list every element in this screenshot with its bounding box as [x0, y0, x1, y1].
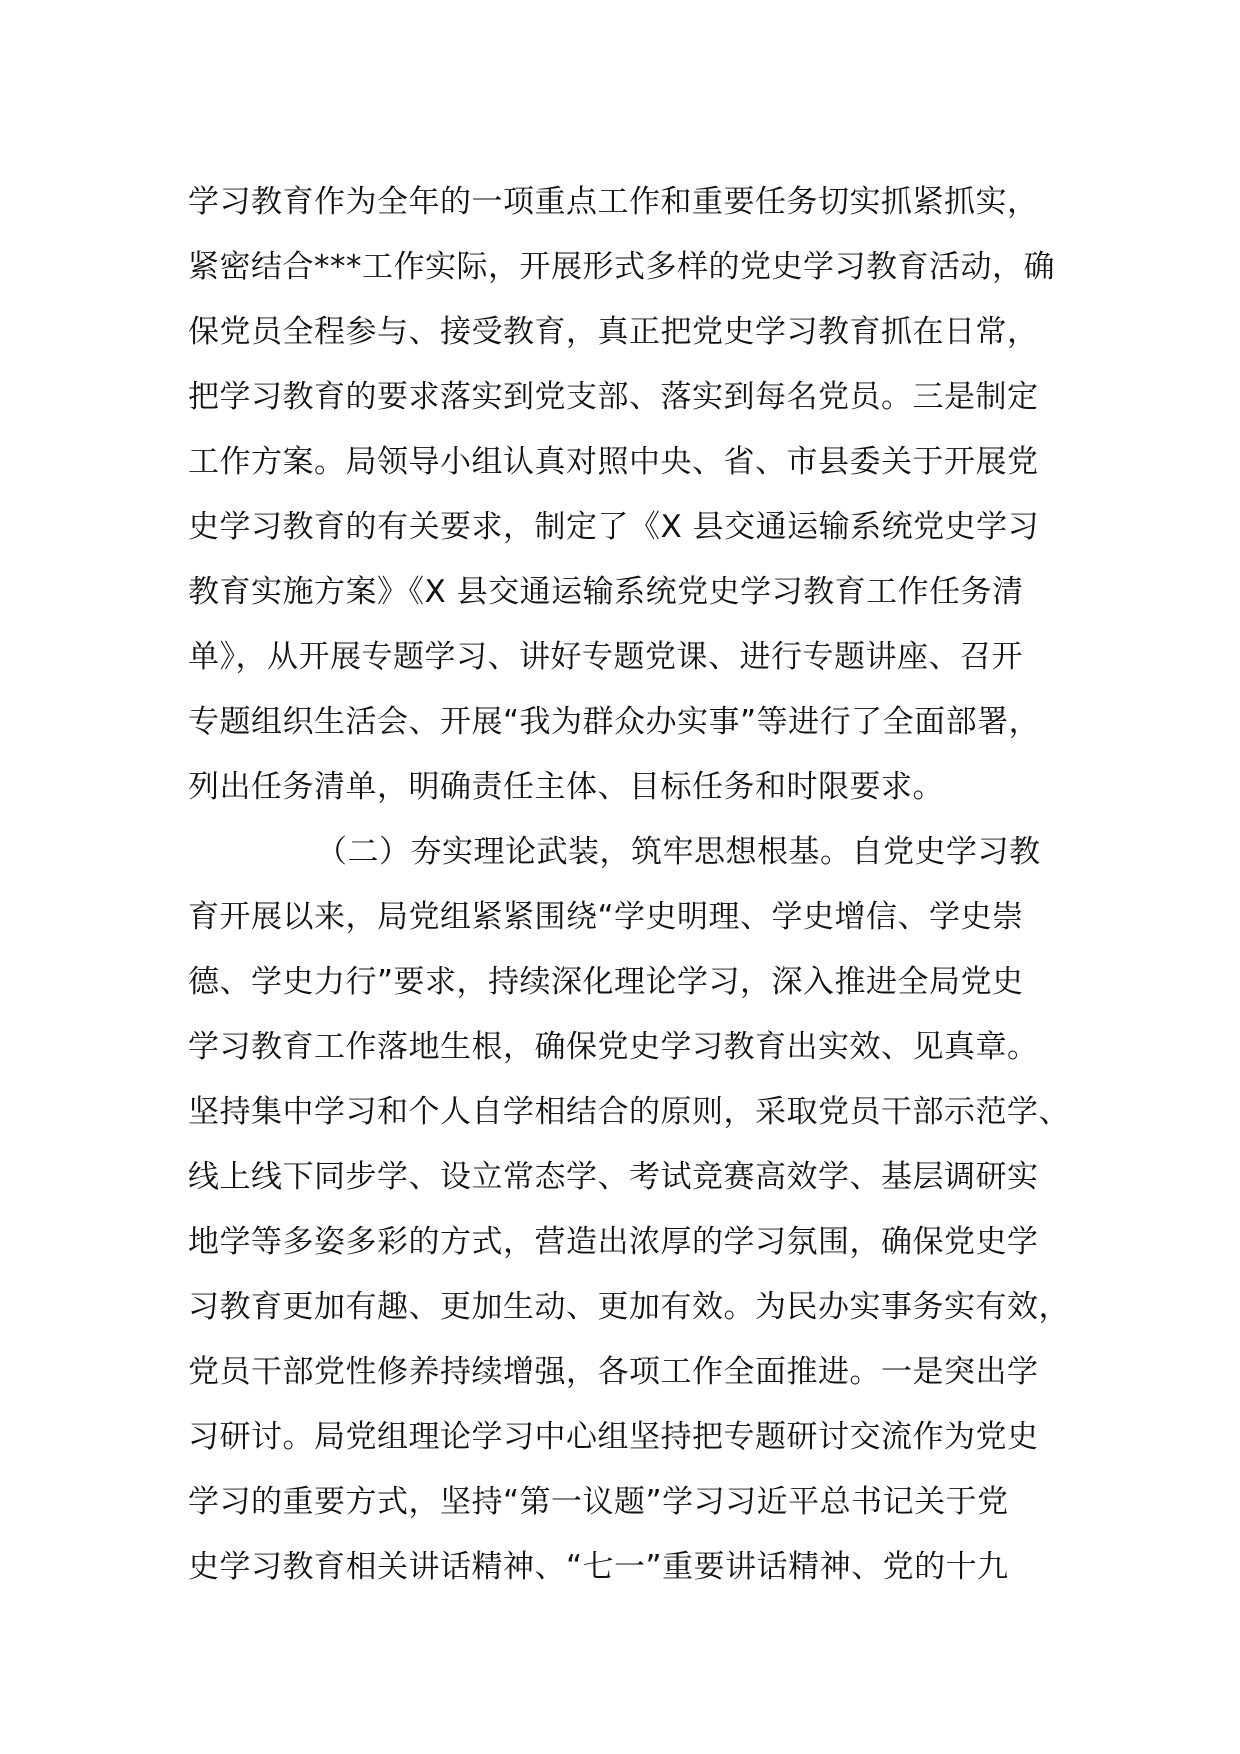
text-line: 地学等多姿多彩的方式，营造出浓厚的学习氛围，确保党史学 [188, 1224, 1039, 1260]
text-line: 党员干部党性修养持续增强，各项工作全面推进。一是突出学 [188, 1354, 1039, 1390]
text-line: 列出任务清单，明确责任主体、目标任务和时限要求。 [188, 769, 944, 805]
text-line: 把学习教育的要求落实到党支部、落实到每名党员。三是制定 [188, 379, 1039, 415]
text-line: 教育实施方案》《X 县交通运输系统党史学习教育工作任务清 [188, 574, 1024, 610]
text-line: 单》，从开展专题学习、讲好专题党课、进行专题讲座、召开 [188, 639, 1023, 675]
text-line: 史学习教育的有关要求，制定了《X 县交通运输系统党史学习 [188, 509, 1040, 545]
text-line: 习研讨。局党组理论学习中心组坚持把专题研讨交流作为党史 [188, 1419, 1039, 1455]
body-text [188, 170, 1088, 1600]
text-line: 紧密结合***工作实际，开展形式多样的党史学习教育活动，确 [188, 249, 1055, 285]
text-line: 线上线下同步学、设立常态学、考试竞赛高效学、基层调研实 [188, 1159, 1039, 1195]
text-line: 学习教育作为全年的一项重点工作和重要任务切实抓紧抓实， [188, 184, 1039, 220]
text-line: 习教育更加有趣、更加生动、更加有效。为民办实事务实有效， [188, 1289, 1070, 1325]
text-line: 专题组织生活会、开展“我为群众办实事”等进行了全面部署， [188, 704, 1041, 740]
text-line: 学习的重要方式，坚持“第一议题”学习习近平总书记关于党 [188, 1484, 1009, 1520]
section-heading-line: （二）夯实理论武装，筑牢思想根基。自党史学习教 [316, 834, 1041, 870]
text-line: 育开展以来，局党组紧紧围绕“学史明理、学史增信、学史崇 [188, 899, 1024, 935]
text-line: 学习教育工作落地生根，确保党史学习教育出实效、见真章。 [188, 1029, 1039, 1065]
text-line: 保党员全程参与、接受教育，真正把党史学习教育抓在日常， [188, 314, 1039, 350]
text-line: 史学习教育相关讲话精神、“七一”重要讲话精神、党的十九 [188, 1549, 1009, 1585]
text-line: 坚持集中学习和个人自学相结合的原则，采取党员干部示范学、 [188, 1094, 1070, 1130]
text-line: 工作方案。局领导小组认真对照中央、省、市县委关于开展党 [188, 444, 1039, 480]
text-line: 德、学史力行”要求，持续深化理论学习，深入推进全局党史 [188, 964, 1024, 1000]
